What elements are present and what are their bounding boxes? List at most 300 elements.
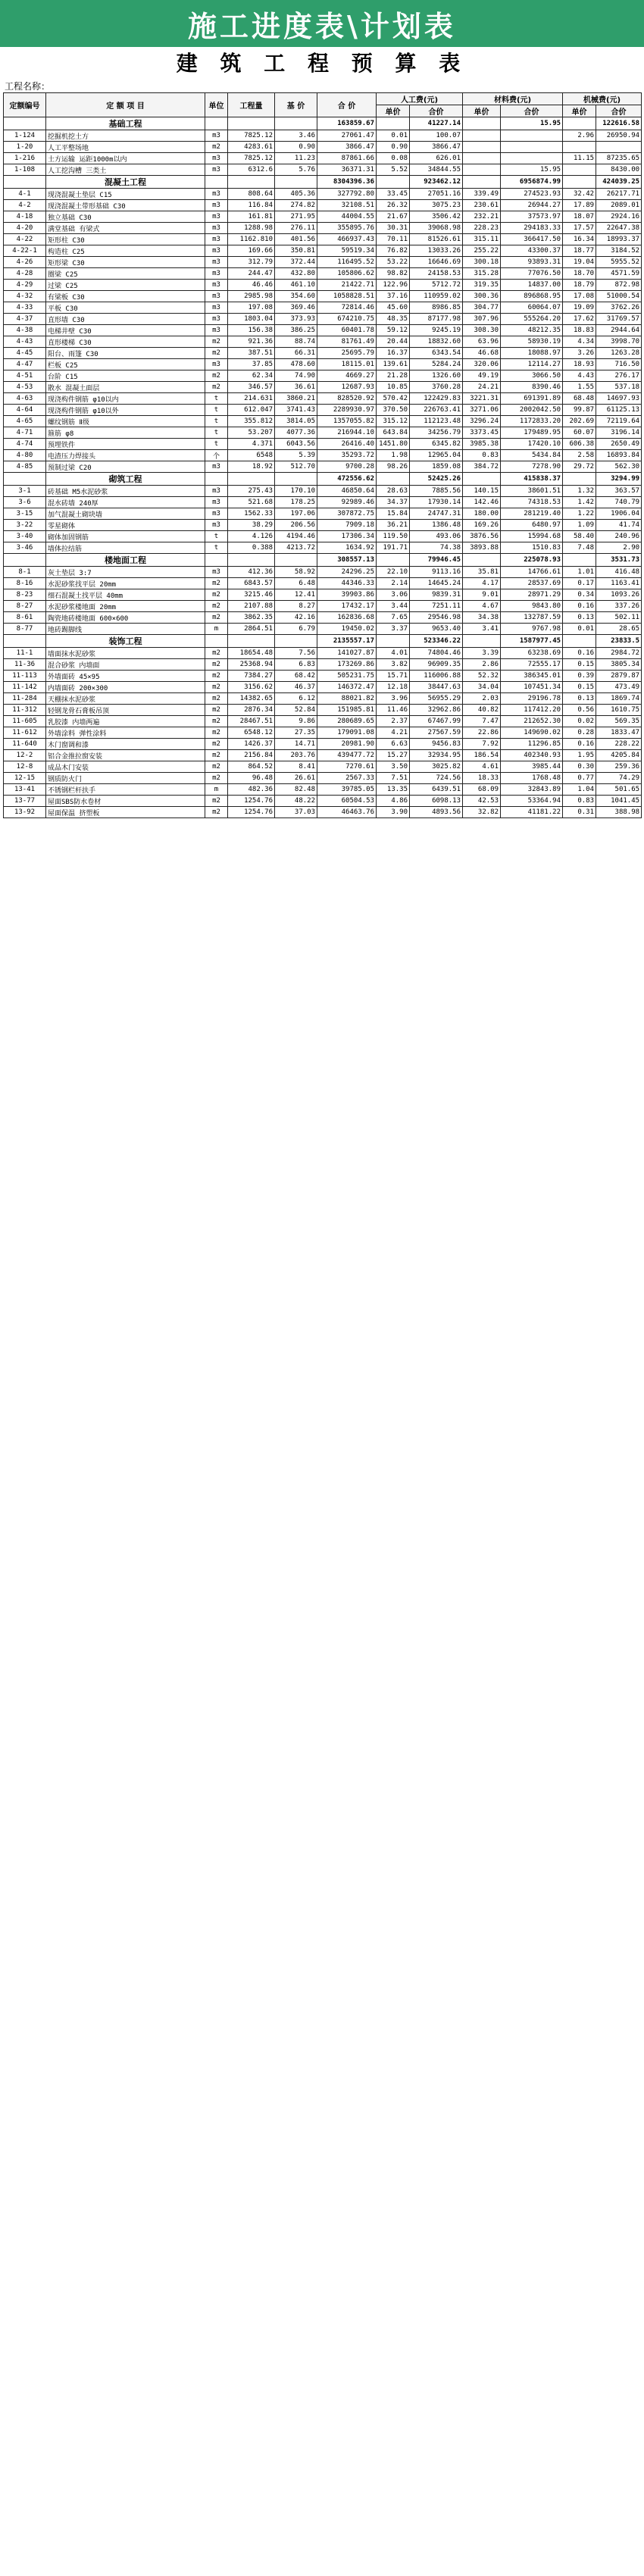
cell-mu: 3893.88 (463, 542, 501, 554)
cell-total: 2289930.97 (317, 405, 377, 416)
cell-price: 369.46 (275, 302, 317, 314)
section-item: 基础工程 (46, 117, 205, 130)
cell-code: 11-142 (4, 682, 46, 693)
cell-code: 4-2 (4, 200, 46, 211)
cell-item: 加气混凝土砌块墙 (46, 508, 205, 520)
col-base-price: 基 价 (275, 93, 317, 117)
cell-item: 水泥砂浆楼地面 20mm (46, 601, 205, 612)
section-mach-sum: 424039.25 (596, 176, 642, 189)
cell-code: 8-77 (4, 624, 46, 635)
cell-ls: 13033.26 (410, 245, 463, 257)
cell-cs: 388.98 (596, 807, 642, 818)
cell-code: 11-113 (4, 671, 46, 682)
cell-qty: 156.38 (228, 325, 275, 336)
cell-ms: 72555.17 (501, 659, 563, 671)
cell-item: 预埋铁件 (46, 439, 205, 450)
section-labor-sum: 52425.26 (410, 473, 463, 486)
cell-total: 505231.75 (317, 671, 377, 682)
cell-qty: 62.34 (228, 370, 275, 382)
cell-qty: 14382.65 (228, 693, 275, 705)
cell-cu: 1.01 (563, 567, 596, 578)
cell-item: 现浇混凝土垫层 C15 (46, 189, 205, 200)
cell-unit: m3 (205, 245, 228, 257)
cell-cs: 3196.14 (596, 427, 642, 439)
cell-price: 88.74 (275, 336, 317, 348)
cell-cs: 72119.64 (596, 416, 642, 427)
cell-item: 成品木门安装 (46, 761, 205, 773)
table-row (4, 659, 642, 671)
cell-total: 355895.76 (317, 223, 377, 234)
cell-lu: 15.84 (377, 508, 410, 520)
cell-cs: 337.26 (596, 601, 642, 612)
table-row (4, 348, 642, 359)
empty-cell (4, 473, 46, 486)
cell-total: 92989.46 (317, 497, 377, 508)
section-item: 楼地面工程 (46, 554, 205, 567)
cell-cs: 41.74 (596, 520, 642, 531)
table-row (4, 761, 642, 773)
table-row (4, 268, 642, 280)
cell-item: 螺纹钢筋 Ⅱ级 (46, 416, 205, 427)
cell-total: 72814.46 (317, 302, 377, 314)
cell-ls: 226763.41 (410, 405, 463, 416)
cell-cu: 18.07 (563, 211, 596, 223)
cell-lu: 34.37 (377, 497, 410, 508)
section-mat-sum: 225078.93 (501, 554, 563, 567)
cell-item: 独立基础 C30 (46, 211, 205, 223)
cell-total: 141027.87 (317, 648, 377, 659)
table-row (4, 461, 642, 473)
cell-total: 27061.47 (317, 130, 377, 142)
cell-cu: 4.34 (563, 336, 596, 348)
col-unit: 单位 (205, 93, 228, 117)
cell-unit: m2 (205, 348, 228, 359)
cell-ms: 1172833.20 (501, 416, 563, 427)
col-material-sum: 合价 (501, 105, 563, 117)
section-total: 472556.62 (317, 473, 377, 486)
cell-total: 216944.10 (317, 427, 377, 439)
cell-price: 512.70 (275, 461, 317, 473)
cell-total: 674210.75 (317, 314, 377, 325)
cell-cs: 28.65 (596, 624, 642, 635)
cell-total: 162836.68 (317, 612, 377, 624)
section-row (4, 554, 642, 567)
cell-unit: m3 (205, 291, 228, 302)
cell-qty: 0.388 (228, 542, 275, 554)
cell-qty: 2864.51 (228, 624, 275, 635)
col-machine-unit: 单价 (563, 105, 596, 117)
cell-code: 8-23 (4, 589, 46, 601)
table-row (4, 567, 642, 578)
cell-ls: 96909.35 (410, 659, 463, 671)
cell-unit: m3 (205, 211, 228, 223)
cell-mu: 320.06 (463, 359, 501, 370)
cell-price: 52.84 (275, 705, 317, 716)
cell-total: 105806.62 (317, 268, 377, 280)
cell-mu: 142.46 (463, 497, 501, 508)
cell-total: 81761.49 (317, 336, 377, 348)
cell-cs: 1833.47 (596, 727, 642, 739)
empty-cell (228, 635, 275, 648)
cell-total: 36371.31 (317, 164, 377, 176)
cell-mu: 46.68 (463, 348, 501, 359)
cell-cu: 29.72 (563, 461, 596, 473)
cell-ms: 132787.59 (501, 612, 563, 624)
cell-ms: 32843.89 (501, 784, 563, 796)
cell-cu: 0.16 (563, 648, 596, 659)
cell-item: 水泥砂浆找平层 20mm (46, 578, 205, 589)
table-row (4, 370, 642, 382)
cell-unit: m3 (205, 153, 228, 164)
cell-ms: 149690.02 (501, 727, 563, 739)
cell-ls: 122429.83 (410, 393, 463, 405)
cell-mu: 232.21 (463, 211, 501, 223)
cell-mu: 3.41 (463, 624, 501, 635)
table-row (4, 705, 642, 716)
cell-lu: 37.16 (377, 291, 410, 302)
cell-unit: m3 (205, 314, 228, 325)
cell-total: 1058828.51 (317, 291, 377, 302)
col-machine: 机械费(元) (563, 93, 642, 105)
cell-mu: 40.82 (463, 705, 501, 716)
cell-mu: 34.38 (463, 612, 501, 624)
cell-item: 平板 C30 (46, 302, 205, 314)
cell-cs: 3762.26 (596, 302, 642, 314)
cell-lu: 59.12 (377, 325, 410, 336)
cell-price: 0.90 (275, 142, 317, 153)
table-row (4, 416, 642, 427)
cell-code: 4-22-1 (4, 245, 46, 257)
cell-cs: 416.48 (596, 567, 642, 578)
cell-item: 屋面保温 挤塑板 (46, 807, 205, 818)
cell-lu: 98.82 (377, 268, 410, 280)
section-total: 308557.13 (317, 554, 377, 567)
cell-code: 4-63 (4, 393, 46, 405)
cell-cs: 16893.84 (596, 450, 642, 461)
cell-ls: 9653.40 (410, 624, 463, 635)
cell-ls: 9456.83 (410, 739, 463, 750)
cell-mu: 68.09 (463, 784, 501, 796)
cell-mu: 7.47 (463, 716, 501, 727)
cell-lu: 10.85 (377, 382, 410, 393)
cell-cu: 1.22 (563, 508, 596, 520)
cell-total: 466937.43 (317, 234, 377, 245)
cell-cu: 0.13 (563, 612, 596, 624)
cell-cu: 1.95 (563, 750, 596, 761)
cell-lu: 48.35 (377, 314, 410, 325)
cell-code: 8-27 (4, 601, 46, 612)
cell-cs: 2924.16 (596, 211, 642, 223)
section-row (4, 117, 642, 130)
cell-cs: 61125.13 (596, 405, 642, 416)
cell-total: 179091.08 (317, 727, 377, 739)
cell-ls: 74804.46 (410, 648, 463, 659)
cell-cu: 1.04 (563, 784, 596, 796)
cell-qty: 346.57 (228, 382, 275, 393)
cell-unit: m2 (205, 716, 228, 727)
cell-price: 461.10 (275, 280, 317, 291)
cell-code: 1-20 (4, 142, 46, 153)
cell-mu: 0.83 (463, 450, 501, 461)
cell-total: 17432.17 (317, 601, 377, 612)
cell-qty: 25368.94 (228, 659, 275, 671)
cell-cs: 22647.38 (596, 223, 642, 234)
cell-ls: 9245.19 (410, 325, 463, 336)
cell-cs: 2984.72 (596, 648, 642, 659)
cell-item: 现浇构件钢筋 φ10以内 (46, 393, 205, 405)
empty-cell (463, 176, 501, 189)
cell-code: 4-37 (4, 314, 46, 325)
cell-ms: 7278.90 (501, 461, 563, 473)
table-row (4, 189, 642, 200)
cell-item: 现浇混凝土带形基础 C30 (46, 200, 205, 211)
cell-lu: 98.26 (377, 461, 410, 473)
cell-cu: 2.58 (563, 450, 596, 461)
cell-ls: 110959.02 (410, 291, 463, 302)
cell-qty: 6548 (228, 450, 275, 461)
empty-cell (4, 117, 46, 130)
cell-qty: 7825.12 (228, 130, 275, 142)
cell-unit: t (205, 405, 228, 416)
cell-code: 4-18 (4, 211, 46, 223)
cell-ms: 3985.44 (501, 761, 563, 773)
cell-mu: 3985.38 (463, 439, 501, 450)
cell-ms: 294183.33 (501, 223, 563, 234)
cell-mu: 22.86 (463, 727, 501, 739)
cell-cs: 501.65 (596, 784, 642, 796)
cell-qty: 28467.51 (228, 716, 275, 727)
cell-unit: m3 (205, 497, 228, 508)
cell-cs: 562.30 (596, 461, 642, 473)
cell-cs: 569.35 (596, 716, 642, 727)
cell-ms: 77076.50 (501, 268, 563, 280)
cell-qty: 1803.04 (228, 314, 275, 325)
cell-ms: 60064.07 (501, 302, 563, 314)
cell-item: 零星砌体 (46, 520, 205, 531)
cell-item: 挖掘机挖土方 (46, 130, 205, 142)
cell-cu: 202.69 (563, 416, 596, 427)
cell-cu: 0.77 (563, 773, 596, 784)
empty-cell (228, 473, 275, 486)
cell-price: 350.81 (275, 245, 317, 257)
section-item: 装饰工程 (46, 635, 205, 648)
cell-total: 87861.66 (317, 153, 377, 164)
cell-unit: m2 (205, 727, 228, 739)
cell-qty: 169.66 (228, 245, 275, 257)
cell-qty: 2107.88 (228, 601, 275, 612)
cell-unit: m2 (205, 612, 228, 624)
cell-lu: 6.63 (377, 739, 410, 750)
col-labor-sum: 合价 (410, 105, 463, 117)
cell-item: 地砖踢脚线 (46, 624, 205, 635)
cell-cu (563, 142, 596, 153)
cell-price: 42.16 (275, 612, 317, 624)
cell-item: 阳台、雨篷 C30 (46, 348, 205, 359)
empty-cell (563, 117, 596, 130)
cell-lu: 11.46 (377, 705, 410, 716)
cell-unit: m2 (205, 648, 228, 659)
cell-total: 12687.93 (317, 382, 377, 393)
cell-code: 4-71 (4, 427, 46, 439)
section-total: 8304396.36 (317, 176, 377, 189)
section-mach-sum: 3294.99 (596, 473, 642, 486)
cell-price: 9.86 (275, 716, 317, 727)
cell-lu: 3.96 (377, 693, 410, 705)
cell-unit: m3 (205, 268, 228, 280)
empty-cell (463, 635, 501, 648)
cell-total: 1357055.82 (317, 416, 377, 427)
cell-cs: 4205.84 (596, 750, 642, 761)
cell-lu: 122.96 (377, 280, 410, 291)
cell-total: 46850.64 (317, 486, 377, 497)
cell-qty: 214.631 (228, 393, 275, 405)
cell-code: 11-605 (4, 716, 46, 727)
cell-qty: 864.52 (228, 761, 275, 773)
cell-mu: 2.03 (463, 693, 501, 705)
cell-ms: 117412.20 (501, 705, 563, 716)
cell-cu: 0.83 (563, 796, 596, 807)
document-title: 建 筑 工 程 预 算 表 (176, 51, 468, 76)
cell-cu: 0.56 (563, 705, 596, 716)
cell-qty: 355.812 (228, 416, 275, 427)
cell-code: 4-80 (4, 450, 46, 461)
cell-code: 13-77 (4, 796, 46, 807)
cell-ms: 691391.89 (501, 393, 563, 405)
cell-ms: 8390.46 (501, 382, 563, 393)
cell-ls: 3075.23 (410, 200, 463, 211)
cell-cu: 0.16 (563, 601, 596, 612)
banner-title: 施工进度表\计划表 (188, 9, 456, 43)
cell-qty: 412.36 (228, 567, 275, 578)
cell-qty: 1162.810 (228, 234, 275, 245)
cell-item: 栏板 C25 (46, 359, 205, 370)
table-row (4, 589, 642, 601)
col-total: 合 价 (317, 93, 377, 117)
cell-price: 82.48 (275, 784, 317, 796)
table-row (4, 450, 642, 461)
cell-qty: 2985.98 (228, 291, 275, 302)
col-code: 定额编号 (4, 93, 46, 117)
cell-mu: 228.23 (463, 223, 501, 234)
empty-cell (4, 176, 46, 189)
cell-ms: 366417.50 (501, 234, 563, 245)
cell-qty: 7384.27 (228, 671, 275, 682)
cell-qty: 46.46 (228, 280, 275, 291)
cell-lu: 4.86 (377, 796, 410, 807)
cell-unit: m3 (205, 486, 228, 497)
cell-mu: 384.72 (463, 461, 501, 473)
cell-item: 外墙面砖 45×95 (46, 671, 205, 682)
cell-cs: 1869.74 (596, 693, 642, 705)
cell-lu: 3.90 (377, 807, 410, 818)
col-quantity: 工程量 (228, 93, 275, 117)
cell-qty: 808.64 (228, 189, 275, 200)
cell-ls: 4893.56 (410, 807, 463, 818)
cell-ls: 112123.48 (410, 416, 463, 427)
section-row (4, 176, 642, 189)
cell-cu: 19.09 (563, 302, 596, 314)
cell-ms: 17420.10 (501, 439, 563, 450)
cell-lu: 3.50 (377, 761, 410, 773)
empty-cell (563, 554, 596, 567)
cell-total: 2567.33 (317, 773, 377, 784)
cell-ms: 896868.95 (501, 291, 563, 302)
cell-lu: 0.90 (377, 142, 410, 153)
cell-ms: 15994.68 (501, 531, 563, 542)
section-mat-sum: 415838.37 (501, 473, 563, 486)
cell-unit: m2 (205, 807, 228, 818)
cell-ls: 1386.48 (410, 520, 463, 531)
table-header-row (4, 93, 642, 105)
cell-unit: m3 (205, 164, 228, 176)
table-row (4, 807, 642, 818)
cell-qty: 1426.37 (228, 739, 275, 750)
table-row (4, 359, 642, 370)
cell-mu: 49.19 (463, 370, 501, 382)
cell-mu: 339.49 (463, 189, 501, 200)
section-mat-sum: 1587977.45 (501, 635, 563, 648)
cell-cs: 1041.45 (596, 796, 642, 807)
cell-lu: 3.06 (377, 589, 410, 601)
cell-cs: 3184.52 (596, 245, 642, 257)
table-row (4, 302, 642, 314)
cell-item: 外墙涂料 弹性涂料 (46, 727, 205, 739)
cell-price: 478.60 (275, 359, 317, 370)
cell-item: 有梁板 C30 (46, 291, 205, 302)
cell-ls: 493.06 (410, 531, 463, 542)
cell-item: 钢质防火门 (46, 773, 205, 784)
cell-code: 12-2 (4, 750, 46, 761)
cell-code: 8-61 (4, 612, 46, 624)
cell-price: 271.95 (275, 211, 317, 223)
page-banner (0, 0, 644, 47)
cell-unit: m2 (205, 671, 228, 682)
cell-ls: 8986.85 (410, 302, 463, 314)
cell-item: 混合砂浆 内墙面 (46, 659, 205, 671)
cell-qty: 38.29 (228, 520, 275, 531)
cell-cs: 228.22 (596, 739, 642, 750)
cell-price: 386.25 (275, 325, 317, 336)
cell-unit: m2 (205, 739, 228, 750)
cell-qty: 116.84 (228, 200, 275, 211)
cell-ms: 555264.20 (501, 314, 563, 325)
cell-total: 26416.40 (317, 439, 377, 450)
cell-item: 不锈钢栏杆扶手 (46, 784, 205, 796)
table-row (4, 405, 642, 416)
cell-ls: 116006.88 (410, 671, 463, 682)
cell-unit: m2 (205, 578, 228, 589)
cell-cu: 19.04 (563, 257, 596, 268)
table-row (4, 427, 642, 439)
cell-code: 12-8 (4, 761, 46, 773)
cell-ls: 18832.60 (410, 336, 463, 348)
cell-qty: 921.36 (228, 336, 275, 348)
cell-ls: 3760.28 (410, 382, 463, 393)
cell-ls: 87177.98 (410, 314, 463, 325)
cell-lu: 26.32 (377, 200, 410, 211)
cell-unit: m2 (205, 796, 228, 807)
cell-lu: 16.37 (377, 348, 410, 359)
cell-ls: 67467.99 (410, 716, 463, 727)
cell-mu: 315.11 (463, 234, 501, 245)
cell-code: 11-640 (4, 739, 46, 750)
empty-cell (205, 176, 228, 189)
cell-cs: 1906.04 (596, 508, 642, 520)
cell-mu: 230.61 (463, 200, 501, 211)
table-row (4, 336, 642, 348)
cell-unit: m3 (205, 461, 228, 473)
cell-total: 25695.79 (317, 348, 377, 359)
